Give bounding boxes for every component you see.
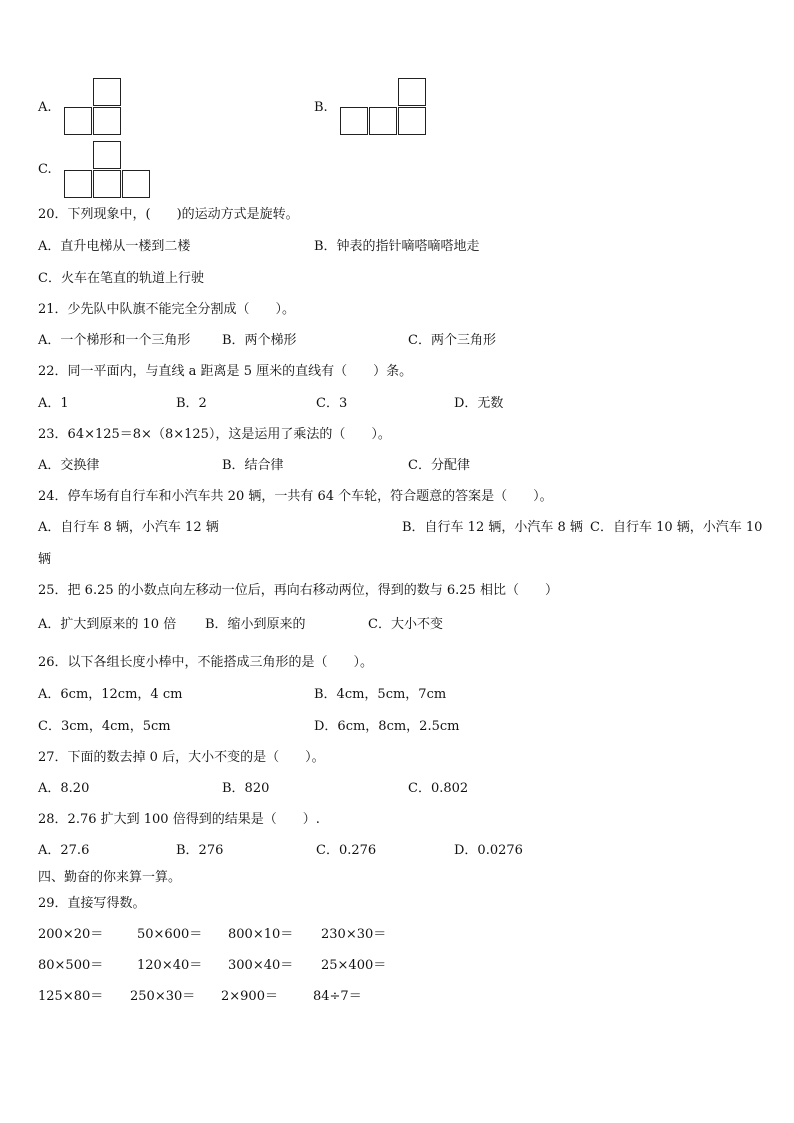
q21-option-b: B．两个梯形 — [222, 333, 297, 348]
calc-r1-c3: 800×10＝ — [228, 927, 294, 942]
q28-stem: 28．2.76 扩大到 100 倍得到的结果是（ ）. — [38, 812, 320, 827]
q22-option-d: D．无数 — [454, 396, 504, 411]
q23-option-b: B．结合律 — [222, 458, 284, 473]
q22-option-a: A．1 — [38, 396, 69, 411]
calc-r3-c4: 84÷7＝ — [313, 989, 362, 1004]
q21-option-a: A．一个梯形和一个三角形 — [38, 333, 191, 348]
calc-r3-c3: 2×900＝ — [221, 989, 278, 1004]
q26-option-a: A．6cm，12cm，4 cm — [38, 687, 183, 702]
calc-r3-c2: 250×30＝ — [130, 989, 196, 1004]
calc-r2-c2: 120×40＝ — [137, 958, 203, 973]
option-c-label: C. — [38, 162, 52, 177]
q23-option-a: A．交换律 — [38, 458, 100, 473]
option-b-label: B. — [314, 100, 328, 115]
calc-r1-c4: 230×30＝ — [321, 927, 387, 942]
q26-stem: 26．以下各组长度小棒中，不能搭成三角形的是（ ）。 — [38, 655, 374, 670]
calc-r1-c1: 200×20＝ — [38, 927, 104, 942]
calc-r3-c1: 125×80＝ — [38, 989, 104, 1004]
option-a-label: A. — [38, 100, 52, 115]
q26-option-b: B．4cm，5cm，7cm — [314, 687, 447, 702]
q25-option-a: A．扩大到原来的 10 倍 — [38, 617, 177, 632]
calc-r2-c3: 300×40＝ — [228, 958, 294, 973]
q22-option-c: C．3 — [316, 396, 348, 411]
calc-r2-c4: 25×400＝ — [321, 958, 387, 973]
q20-stem: 20．下列现象中，( )的运动方式是旋转。 — [38, 207, 299, 222]
q24-stem: 24．停车场有自行车和小汽车共 20 辆，一共有 64 个车轮，符合题意的答案是（ ）。 — [38, 489, 553, 504]
q21-stem: 21．少先队中队旗不能完全分割成（ ）。 — [38, 302, 296, 317]
q20-option-a: A．直升电梯从一楼到二楼 — [38, 239, 191, 254]
q24-option-a: A．自行车 8 辆，小汽车 12 辆 — [38, 520, 219, 535]
q22-stem: 22．同一平面内，与直线 a 距离是 5 厘米的直线有（ ）条。 — [38, 364, 413, 379]
q26-option-c: C．3cm，4cm，5cm — [38, 719, 171, 734]
q20-option-b: B．钟表的指针嘀嗒嘀嗒地走 — [314, 239, 480, 254]
q27-option-b: B．820 — [222, 781, 270, 796]
calc-r2-c1: 80×500＝ — [38, 958, 104, 973]
q28-option-d: D．0.0276 — [454, 843, 523, 858]
q23-option-c: C．分配律 — [408, 458, 470, 473]
q25-option-b: B．缩小到原来的 — [205, 617, 306, 632]
q28-option-a: A．27.6 — [38, 843, 90, 858]
q25-option-c: C．大小不变 — [368, 617, 443, 632]
section-heading: 四、勤奋的你来算一算。 — [38, 870, 182, 885]
q27-stem: 27．下面的数去掉 0 后，大小不变的是（ ）。 — [38, 750, 325, 765]
q28-option-b: B．276 — [176, 843, 224, 858]
q22-option-b: B．2 — [176, 396, 207, 411]
q24-option-c-continued: 辆 — [38, 552, 52, 567]
q27-option-a: A．8.20 — [38, 781, 90, 796]
q20-option-c: C．火车在笔直的轨道上行驶 — [38, 271, 204, 286]
calc-r1-c2: 50×600＝ — [137, 927, 203, 942]
q25-stem: 25．把 6.25 的小数点向左移动一位后，再向右移动两位，得到的数与 6.25 相比（ ） — [38, 583, 558, 598]
q27-option-c: C．0.802 — [408, 781, 469, 796]
q24-option-c: C．自行车 10 辆，小汽车 10 — [590, 520, 763, 535]
q21-option-c: C．两个三角形 — [408, 333, 496, 348]
q29-stem: 29．直接写得数。 — [38, 896, 146, 911]
q28-option-c: C．0.276 — [316, 843, 377, 858]
q23-stem: 23．64×125＝8×（8×125），这是运用了乘法的（ ）。 — [38, 427, 391, 442]
q26-option-d: D．6cm，8cm，2.5cm — [314, 719, 460, 734]
q24-option-b: B．自行车 12 辆，小汽车 8 辆 — [402, 520, 583, 535]
